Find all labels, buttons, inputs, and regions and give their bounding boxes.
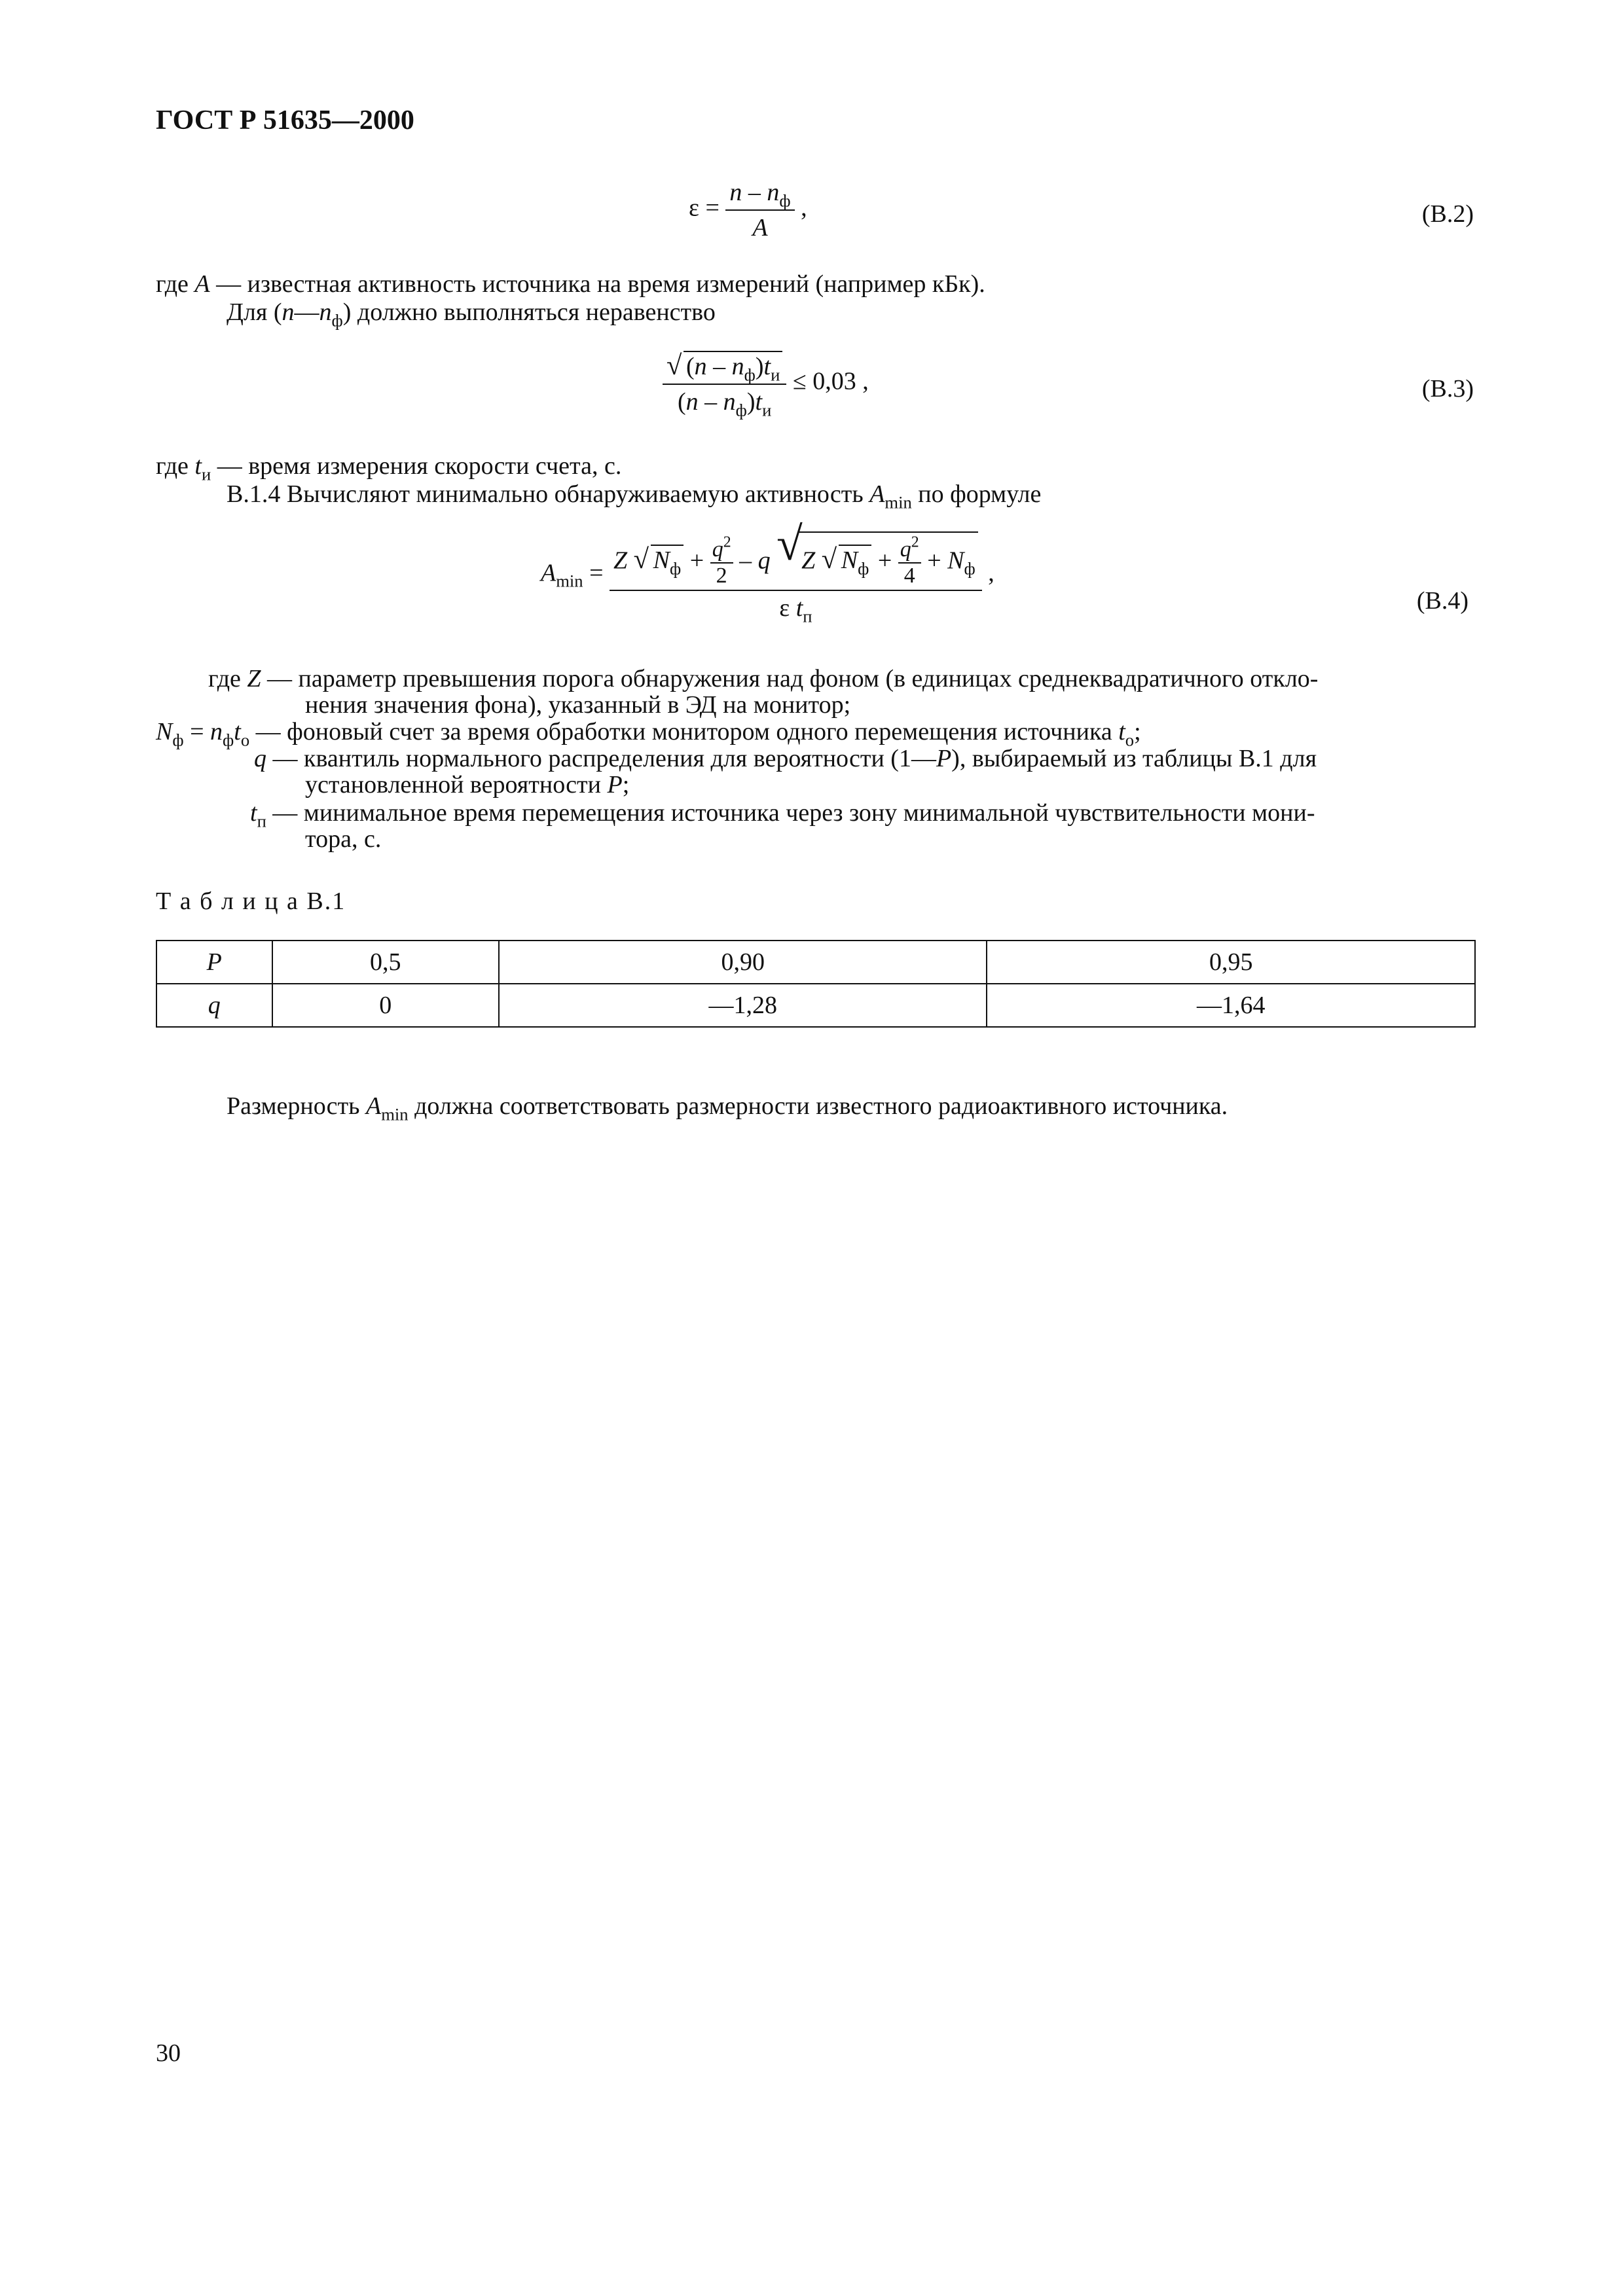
clause-b14: В.1.4 Вычисляют минимально обнаруживаемую активность $A_{min}$ по формуле — [227, 480, 1042, 512]
eq-b3-rhs: ≤ 0,03 , — [792, 367, 869, 395]
table-cell: 0,5 — [272, 941, 499, 984]
eq-b2-fraction: $\frac{n - n_ф}{A}$ — [725, 178, 794, 242]
eq-b2-lhs: ε = — [689, 194, 720, 222]
table-cell: 0,90 — [499, 941, 987, 984]
definition-t-i: где $t_и$ — время измерения скорости счета, с. — [156, 452, 622, 484]
table-cell: 0 — [272, 984, 499, 1027]
equation-b3-label: (В.3) — [1421, 375, 1474, 403]
definition-q-cont: установленной вероятности P; — [305, 771, 630, 798]
eq-b3-fraction: √ $\frac{(n - n_ф)t_и}{(n - n_ф)t_и}$ — [663, 351, 786, 416]
table-cell: —1,64 — [987, 984, 1475, 1027]
definition-nf: $N_ф = n_фt_о$ — фоновый счет за время обработки монитором одного перемещения источника $t_о$; — [156, 718, 1141, 750]
table-b1 — [156, 940, 1476, 1028]
table-cell: —1,28 — [499, 984, 987, 1027]
equation-b3 — [663, 351, 869, 420]
page-number: 30 — [156, 2039, 181, 2067]
equation-b4: $A_{min}$ = Z √ $N_ф$ + $\frac{q^2}{2}$ – q √ Z √ $N_ф$ + $\frac{q^2}{4}$ + $N_ф$ ε $t_п$ , — [541, 528, 994, 622]
table-row — [156, 941, 1475, 984]
document-header: ГОСТ Р 51635—2000 — [156, 105, 414, 135]
table-row — [156, 984, 1475, 1027]
definition-z-cont: нения значения фона), указанный в ЭД на монитор; — [305, 691, 851, 719]
definition-tp-cont: тора, с. — [305, 825, 382, 853]
table-cell: 0,95 — [987, 941, 1475, 984]
equation-b2-label: (В.2) — [1421, 200, 1474, 228]
inequality-intro: Для $(n—n_ф)$ должно выполняться неравенство — [227, 298, 716, 331]
definition-a: где A — известная активность источника на время измерений (например кБк). — [156, 270, 985, 298]
eq-b4-fraction: Z √ $N_ф$ + $\frac{q^2}{2}$ – q √ Z √ $N_ф$ + $\frac{q^2}{4}$ + $N_ф$ ε $t_п$ — [610, 528, 982, 622]
definition-q: q — квантиль нормального распределения для вероятности (1—P), выбираемый из таблицы В.1 для — [254, 745, 1317, 772]
equation-b4-label: (В.4) — [1416, 587, 1468, 615]
definition-z: где Z — параметр превышения порога обнаружения над фоном (в единицах среднеквадратичного откло- — [208, 665, 1319, 692]
table-caption: Т а б л и ц а В.1 — [156, 888, 346, 915]
table-cell: q — [156, 984, 272, 1027]
definition-tp: $t_п$ — минимальное время перемещения источника через зону минимальной чувствительности мони- — [250, 799, 1315, 831]
table-cell: P — [156, 941, 272, 984]
equation-b2: ε = $\frac{n - n_ф}{A}$ , — [689, 179, 807, 242]
closing-paragraph: Размерность $A_{min}$ должна соответствовать размерности известного радиоактивного источника. — [227, 1092, 1228, 1124]
